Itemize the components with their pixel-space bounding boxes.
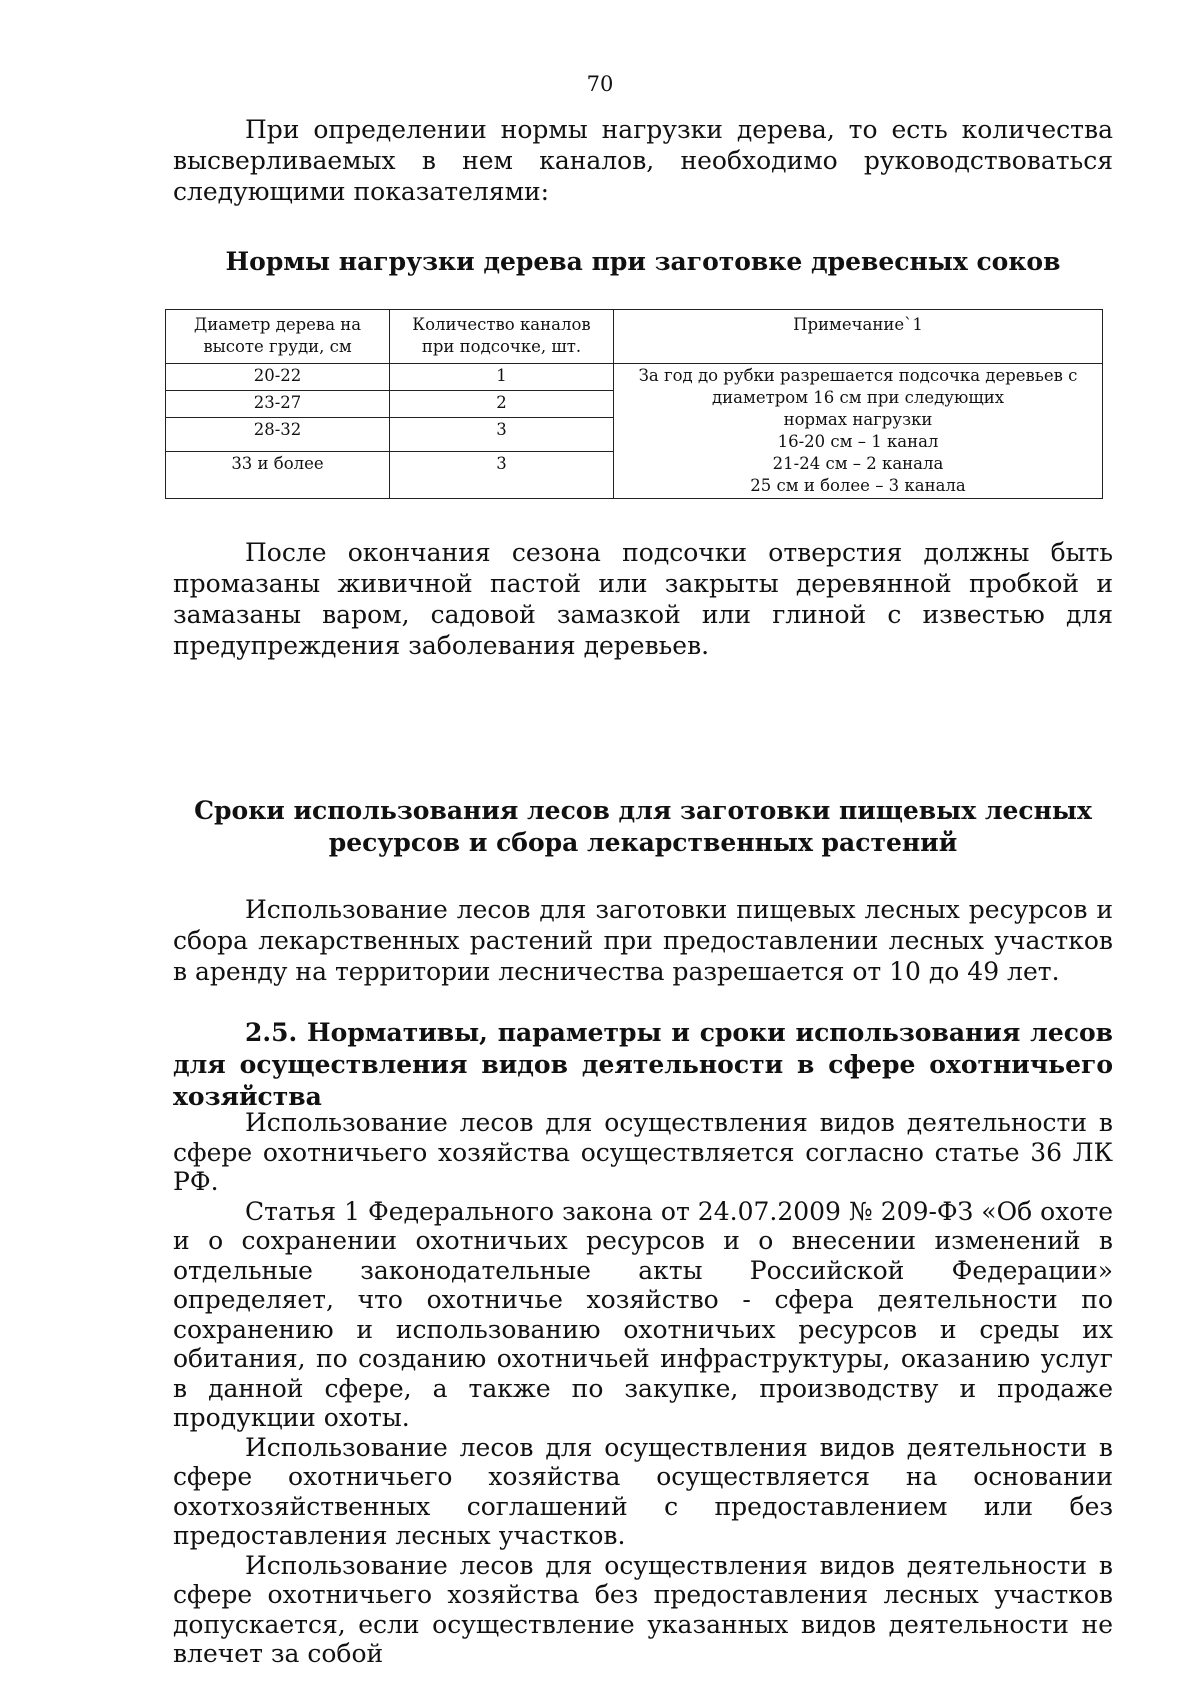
cell-diameter: 28-32 (166, 418, 390, 451)
header-note: Примечание`1 (614, 310, 1103, 364)
header-diameter: Диаметр дерева на высоте груди, см (166, 310, 390, 364)
section-terms-text: Использование лесов для заготовки пищевых лесных ресурсов и сбора лекарственных растений при предоставлении лесных участков в аренду на территории лесничества разрешается от 10 до 49 лет. (173, 895, 1113, 986)
cell-note (614, 364, 1103, 499)
note-line: диаметром 16 см при следующих (711, 388, 1005, 407)
cell-channels: 1 (390, 364, 614, 391)
note-line: За год до рубки разрешается подсочка деревьев с (638, 366, 1078, 385)
cell-channels: 2 (390, 391, 614, 418)
hunting-paragraph-4: Использование лесов для осуществления видов деятельности в сфере охотничьего хозяйства без предоставления лесных участков допускается, если осуществление указанных видов деятельности не влечет за собой (173, 1550, 1113, 1668)
page-number: 70 (586, 72, 614, 96)
intro-paragraph (173, 114, 1113, 207)
note-line: 16-20 см – 1 канал (777, 432, 939, 451)
hunting-paragraph-3: Использование лесов для осуществления видов деятельности в сфере охотничьего хозяйства осуществляется на основании охотхозяйственных соглашений с предоставлением или без предоставления лесных участков. (173, 1432, 1113, 1550)
hunting-paragraph-1: Использование лесов для осуществления видов деятельности в сфере охотничьего хозяйства осуществляется согласно статье 36 ЛК РФ. (173, 1108, 1113, 1196)
after-season-paragraph (173, 537, 1113, 661)
section-hunting-body (173, 1108, 1113, 1669)
table-row (166, 364, 1103, 391)
cell-channels: 3 (390, 451, 614, 498)
header-channels: Количество каналов при подсочке, шт. (390, 310, 614, 364)
section-terms-heading: Сроки использования лесов для заготовки пищевых лесных ресурсов и сбора лекарственных растений (194, 796, 1092, 857)
cell-diameter: 23-27 (166, 391, 390, 418)
intro-text: При определении нормы нагрузки дерева, то есть количества высверливаемых в нем каналов, необходимо руководствоваться следующими показателями: (173, 115, 1113, 206)
section-hunting-heading: 2.5. Нормативы, параметры и сроки использования лесов для осуществления видов деятельности в сфере охотничьего хозяйства (173, 1018, 1113, 1111)
cell-diameter: 33 и более (166, 451, 390, 498)
cell-diameter: 20-22 (166, 364, 390, 391)
norms-table (165, 309, 1103, 499)
table-header-row (166, 310, 1103, 364)
cell-channels: 3 (390, 418, 614, 451)
hunting-paragraph-2: Статья 1 Федерального закона от 24.07.2009 № 209-ФЗ «Об охоте и о сохранении охотничьих ресурсов и о внесении изменений в отдельные законодательные акты Российской Федерации» определяет, что охотничье хозяйство - сфера деятельности по сохранению и использованию охотничьих ресурсов и среды их обитания, по созданию охотничьей инфраструктуры, оказанию услуг в данной сфере, а также по закупке, производству и продаже продукции охоты. (173, 1196, 1113, 1432)
section-terms-paragraph (173, 894, 1113, 987)
note-line: 25 см и более – 3 канала (750, 476, 966, 495)
after-season-text: После окончания сезона подсочки отверстия должны быть промазаны живичной пастой или закрыты деревянной пробкой и замазаны варом, садовой замазкой или глиной с известью для предупреждения заболевания деревьев. (173, 538, 1113, 660)
table-title: Нормы нагрузки дерева при заготовке древесных соков (225, 247, 1061, 276)
note-line: 21-24 см – 2 канала (772, 454, 944, 473)
note-line: нормах нагрузки (783, 410, 933, 429)
